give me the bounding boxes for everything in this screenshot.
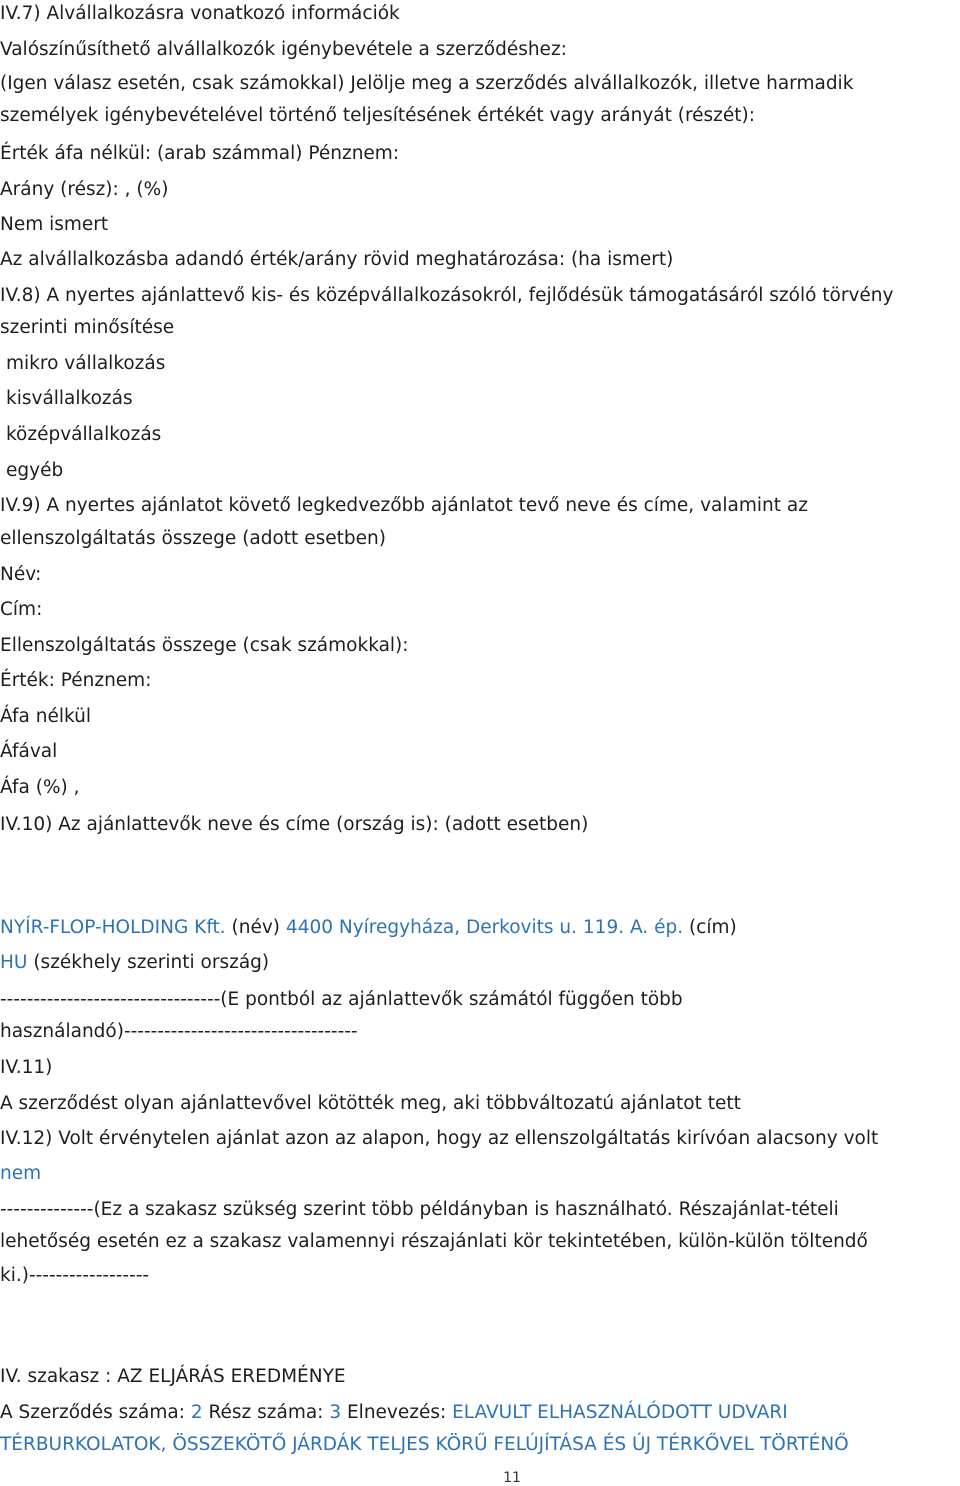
section-heading-iv10: IV.10) Az ajánlattevők neve és címe (ország is): (adott esetben) (0, 814, 589, 835)
separator-note: lehetőség esetén ez a szakasz valamennyi részajánlati kör tekintetében, külön-külön töltendő (0, 1231, 868, 1252)
separator-note: ki.)------------------ (0, 1265, 150, 1286)
address-label: (cím) (688, 917, 737, 938)
designation-value: ELAVULT ELHASZNÁLÓDOTT UDVARI (452, 1402, 788, 1423)
text-line: (Igen válasz esetén, csak számokkal) Jelölje meg a szerződés alvállalkozók, illetve harmadik (0, 73, 854, 94)
bidder-line (0, 916, 737, 940)
text-line: ellenszolgáltatás összege (adott esetben) (0, 528, 386, 549)
part-number: 3 (329, 1402, 342, 1423)
text-line: Érték: Pénznem: (0, 670, 152, 691)
text-line: Arány (rész): , (%) (0, 179, 169, 200)
text-line: személyek igénybevételével történő teljesítésének értékét vagy arányát (részét): (0, 105, 755, 126)
text-line: Ellenszolgáltatás összege (csak számokkal): (0, 635, 409, 656)
country-line (0, 951, 269, 975)
option-item: kisvállalkozás (6, 388, 133, 409)
separator-note: használandó)----------------------------------- (0, 1021, 358, 1042)
section-heading-iv12: IV.12) Volt érvénytelen ajánlat azon az alapon, hogy az ellenszolgáltatás kirívóan alacsony volt (0, 1128, 879, 1149)
designation-value-cont: TÉRBURKOLATOK, ÖSSZEKÖTŐ JÁRDÁK TELJES KÖRŰ FELÚJÍTÁSA ÉS ÚJ TÉRKŐVEL TÖRTÉNŐ (0, 1434, 849, 1455)
page-number: 11 (503, 1470, 521, 1486)
contract-line (0, 1401, 788, 1425)
section-heading-iv8: IV.8) A nyertes ajánlattevő kis- és középvállalkozásokról, fejlődésük támogatásáról szóló törvény (0, 285, 894, 306)
country-label: (székhely szerinti ország) (33, 952, 270, 973)
text-line: Áfával (0, 741, 58, 762)
option-item: középvállalkozás (6, 424, 162, 445)
text-line: Valószínűsíthető alvállalkozók igénybevétele a szerződéshez: (0, 39, 567, 60)
answer-value: nem (0, 1163, 42, 1184)
text-line: Áfa (%) , (0, 777, 80, 798)
section-heading-iv7: IV.7) Alvállalkozásra vonatkozó információk (0, 3, 400, 24)
contract-number: 2 (190, 1402, 203, 1423)
text-line: Nem ismert (0, 214, 109, 235)
contract-number-label: A Szerződés száma: (0, 1402, 185, 1423)
text-line: Név: (0, 564, 42, 585)
text-line: szerinti minősítése (0, 317, 175, 338)
name-label: (név) (231, 917, 281, 938)
designation-label: Elnevezés: (346, 1402, 447, 1423)
section-heading-iv9: IV.9) A nyertes ajánlatot követő legkedvezőbb ajánlatot tevő neve és címe, valamint az (0, 495, 808, 516)
part-number-label: Rész száma: (208, 1402, 324, 1423)
bidder-name: NYÍR-FLOP-HOLDING Kft. (0, 917, 226, 938)
text-line: Cím: (0, 599, 43, 620)
country-code: HU (0, 952, 28, 973)
text-line: Érték áfa nélkül: (arab számmal) Pénznem: (0, 143, 400, 164)
separator-note: ---------------------------------(E pontból az ajánlattevők számától függően több (0, 989, 683, 1010)
text-line: Az alvállalkozásba adandó érték/arány rövid meghatározása: (ha ismert) (0, 249, 674, 270)
option-item: mikro vállalkozás (6, 353, 166, 374)
bidder-address: 4400 Nyíregyháza, Derkovits u. 119. A. ép. (285, 917, 684, 938)
separator-note: --------------(Ez a szakasz szükség szerint több példányban is használható. Részajánlat-tételi (0, 1199, 839, 1220)
section-heading-iv11: IV.11) (0, 1057, 53, 1078)
option-item: egyéb (6, 460, 64, 481)
section-heading-iv: IV. szakasz : AZ ELJÁRÁS EREDMÉNYE (0, 1366, 346, 1387)
text-line: Áfa nélkül (0, 706, 91, 727)
text-line: A szerződést olyan ajánlattevővel kötötték meg, aki többváltozatú ajánlatot tett (0, 1093, 741, 1114)
